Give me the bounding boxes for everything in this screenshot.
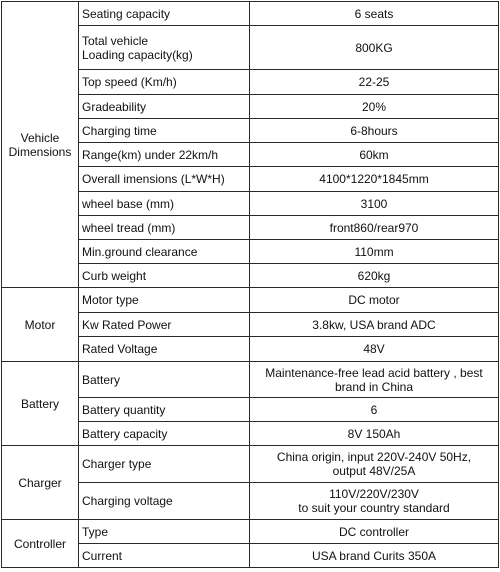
spec-value: 6-8hours (250, 119, 499, 143)
spec-label: Curb weight (79, 264, 250, 288)
spec-value: USA brand Curits 350A (250, 544, 499, 568)
table-row (2, 362, 499, 398)
table-row (2, 520, 499, 544)
spec-value: 620kg (250, 264, 499, 288)
category-cell-vehicle-dimensions: Vehicle Dimensions (2, 2, 79, 288)
spec-label: Charger type (79, 446, 250, 483)
category-cell-charger: Charger (2, 446, 79, 520)
spec-label: Range(km) under 22km/h (79, 143, 250, 167)
table-row (2, 288, 499, 313)
spec-label: Battery (79, 362, 250, 398)
category-cell-motor: Motor (2, 288, 79, 362)
spec-label: wheel tread (mm) (79, 216, 250, 240)
spec-label: Top speed (Km/h) (79, 70, 250, 95)
category-cell-battery: Battery (2, 362, 79, 446)
spec-value: 800KG (250, 26, 499, 70)
spec-value: DC controller (250, 520, 499, 544)
spec-label: Type (79, 520, 250, 544)
table-row (2, 2, 499, 26)
spec-label: Charging time (79, 119, 250, 143)
spec-label: Rated Voltage (79, 337, 250, 362)
spec-value: front860/rear970 (250, 216, 499, 240)
spec-value: 48V (250, 337, 499, 362)
spec-value: DC motor (250, 288, 499, 313)
spec-label: Battery quantity (79, 398, 250, 422)
spec-value: 22-25 (250, 70, 499, 95)
spec-value: 3100 (250, 192, 499, 216)
spec-label: Kw Rated Power (79, 313, 250, 337)
spec-label: Seating capacity (79, 2, 250, 26)
spec-label: wheel base (mm) (79, 192, 250, 216)
spec-label: Battery capacity (79, 422, 250, 446)
spec-value: 60km (250, 143, 499, 167)
spec-value: 20% (250, 95, 499, 119)
spec-value: 6 (250, 398, 499, 422)
spec-value: 6 seats (250, 2, 499, 26)
spec-value: Maintenance-free lead acid battery , best brand in China (250, 362, 499, 398)
spec-value: 3.8kw, USA brand ADC (250, 313, 499, 337)
category-cell-controller: Controller (2, 520, 79, 568)
spec-label: Min.ground clearance (79, 240, 250, 264)
table-row (2, 446, 499, 483)
spec-value: 110V/220V/230V to suit your country standard (250, 483, 499, 520)
spec-label: Overall imensions (L*W*H) (79, 167, 250, 192)
spec-label: Total vehicle Loading capacity(kg) (79, 26, 250, 70)
spec-value: 110mm (250, 240, 499, 264)
spec-label: Motor type (79, 288, 250, 313)
spec-table (1, 1, 499, 568)
spec-value: China origin, input 220V-240V 50Hz, output 48V/25A (250, 446, 499, 483)
spec-value: 8V 150Ah (250, 422, 499, 446)
spec-label: Current (79, 544, 250, 568)
spec-label: Charging voltage (79, 483, 250, 520)
spec-label: Gradeability (79, 95, 250, 119)
spec-value: 4100*1220*1845mm (250, 167, 499, 192)
